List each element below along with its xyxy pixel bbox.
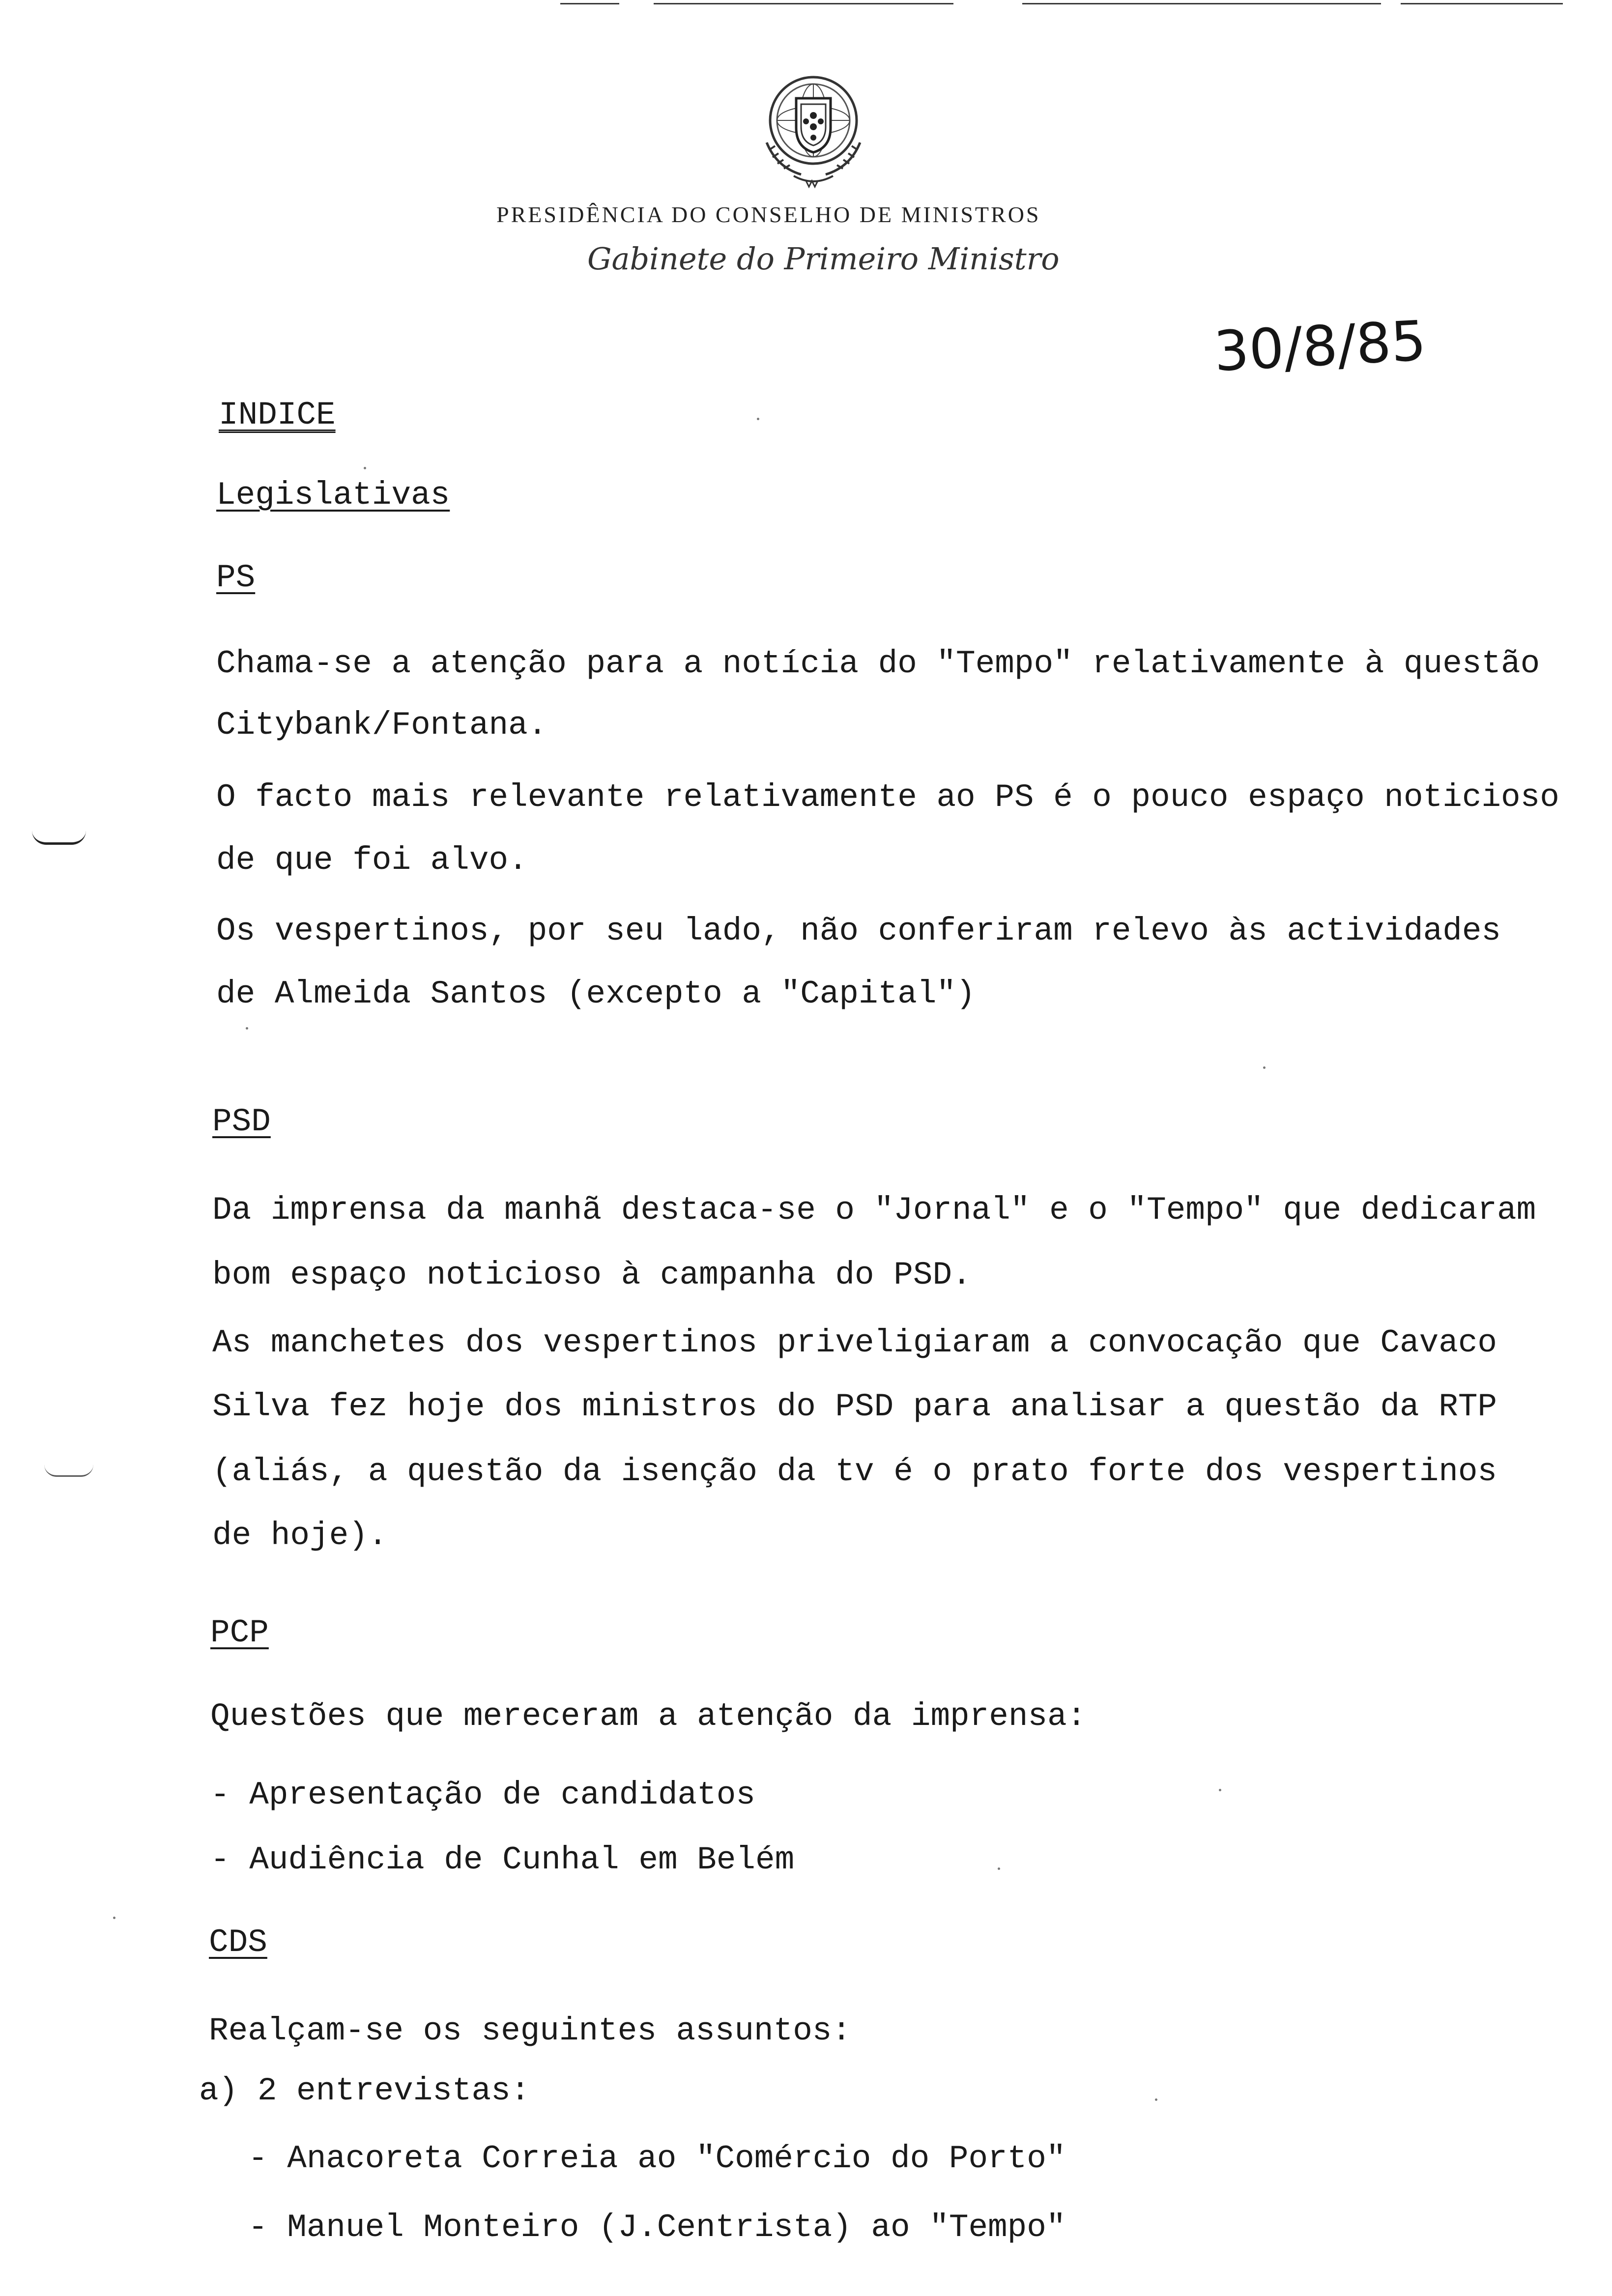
index-title: INDICE [219,397,336,433]
institution-title: PRESIDÊNCIA DO CONSELHO DE MINISTROS [496,202,1041,227]
scan-speck [364,467,366,469]
ps-line: Chama-se a atenção para a notícia do "Tempo" relativamente à questão [216,645,1540,682]
ps-line: O facto mais relevante relativamente ao PS é o pouco espaço noticioso [216,779,1559,816]
pcp-item: - Audiência de Cunhal em Belém [210,1841,795,1878]
cds-heading: CDS [209,1924,267,1961]
psd-line: bom espaço noticioso à campanha do PSD. [212,1257,972,1293]
ps-line: de Almeida Santos (excepto a "Capital") [216,976,976,1012]
punch-mark [32,831,86,845]
ps-line: de que foi alvo. [216,842,528,879]
cds-subitem: - Manuel Monteiro (J.Centrista) ao "Tempo" [248,2209,1066,2246]
handwritten-date: 30/8/85 [1212,309,1428,384]
cds-intro: Realçam-se os seguintes assuntos: [209,2012,852,2049]
top-rule-line [1401,3,1563,4]
ps-line: Citybank/Fontana. [216,707,547,744]
top-rule-line [560,3,619,4]
pcp-item: - Apresentação de candidatos [210,1777,755,1813]
punch-mark [44,1464,93,1477]
pcp-heading: PCP [210,1614,269,1651]
psd-line: Da imprensa da manhã destaca-se o "Jornal" e o "Tempo" que dedicaram [212,1192,1536,1229]
cds-subitem: - Anacoreta Correia ao "Comércio do Porto" [248,2140,1066,2177]
scan-speck [1219,1789,1221,1791]
ps-line: Os vespertinos, por seu lado, não conferiram relevo às actividades [216,913,1501,949]
psd-line: de hoje). [212,1517,388,1554]
cds-item-a: a) 2 entrevistas: [199,2072,530,2109]
coat-of-arms-icon [747,69,880,192]
scan-speck [113,1917,115,1919]
scan-speck [998,1867,1000,1870]
scan-speck [1263,1066,1266,1069]
psd-line: As manchetes dos vespertinos priveligiaram a convocação que Cavaco [212,1324,1497,1361]
section-legislativas: Legislativas [216,477,450,514]
top-rule-line [654,3,953,4]
top-rule-line [1022,3,1381,4]
office-subtitle: Gabinete do Primeiro Ministro [587,241,1060,277]
psd-line: (aliás, a questão da isenção da tv é o prato forte dos vespertinos [212,1453,1497,1490]
pcp-intro: Questões que mereceram a atenção da imprensa: [210,1698,1087,1735]
scan-speck [246,1027,248,1030]
psd-line: Silva fez hoje dos ministros do PSD para analisar a questão da RTP [212,1388,1497,1425]
scan-speck [757,418,759,420]
scan-speck [1155,2098,1157,2101]
ps-heading: PS [216,559,256,596]
psd-heading: PSD [212,1103,271,1140]
